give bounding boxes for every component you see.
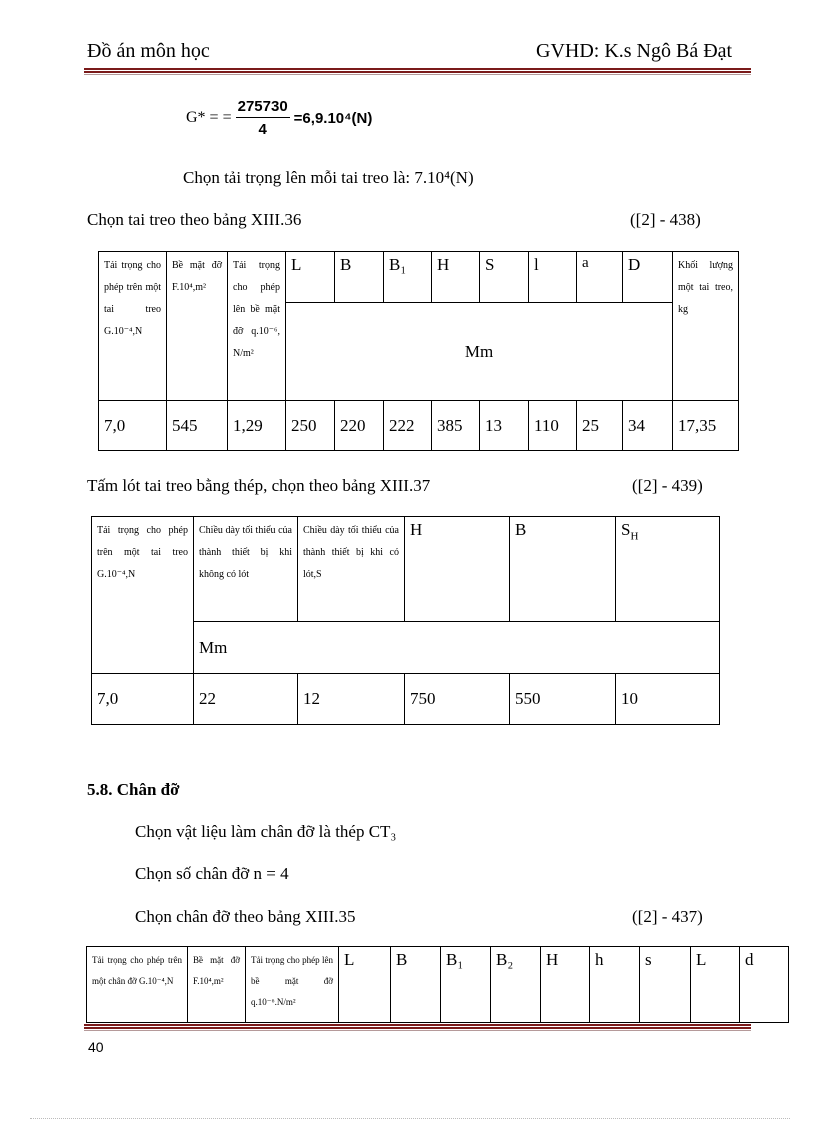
- header-dim: L: [339, 947, 391, 1023]
- header-load: Tải trọng cho phép trên một tai treo G.10⁻⁴,N: [92, 517, 194, 674]
- unit-label: Mm: [194, 622, 720, 674]
- header-surface: Bề mặt đỡ F.10⁴,m²: [188, 947, 246, 1023]
- header-load-surface: Tải trọng cho phép lên bề mặt đỡ q.10⁻⁶.N/m²: [246, 947, 339, 1023]
- header-rule: [84, 71, 751, 73]
- header-dim: d: [740, 947, 789, 1023]
- table-cell: 550: [510, 674, 616, 725]
- header-load-surface: Tải trọng cho phép lên bề mặt đỡ q.10⁻⁶, N/m²: [228, 252, 286, 401]
- support-table: [86, 946, 789, 1023]
- paragraph-load-per-lug: Chọn tải trọng lên mỗi tai treo là: 7.10⁴(N): [183, 168, 474, 187]
- unit-label: Mm: [286, 303, 673, 401]
- header-dim: H: [432, 252, 480, 303]
- formula-numerator: 275730: [236, 98, 290, 118]
- table-cell: 545: [167, 401, 228, 451]
- header-dim: H: [405, 517, 510, 622]
- header-dim: a: [577, 252, 623, 303]
- formula-fraction: [236, 98, 290, 138]
- header-dim: B₁: [441, 947, 491, 1023]
- header-dim: B: [335, 252, 384, 303]
- header-dim: l: [529, 252, 577, 303]
- header-dim: L: [286, 252, 335, 303]
- header-rule: [84, 74, 751, 75]
- paragraph-count: Chọn số chân đỡ n = 4: [135, 864, 289, 883]
- header-dim: s: [640, 947, 691, 1023]
- table-cell: 13: [480, 401, 529, 451]
- header-dim: B₂: [491, 947, 541, 1023]
- table-cell: 220: [335, 401, 384, 451]
- formula-denominator: 4: [258, 121, 267, 138]
- header-load: Tải trọng cho phép trên một tai treo G.10⁻⁴,N: [99, 252, 167, 401]
- footer-rule: [84, 1030, 751, 1031]
- header-thickness-no-pad: Chiều dày tối thiểu của thành thiết bị khi không có lót: [194, 517, 298, 622]
- header-dim-s-sub: H: [630, 530, 639, 543]
- header-dim-s: S: [621, 520, 631, 539]
- table-cell: 10: [616, 674, 720, 725]
- table-cell: 250: [286, 401, 335, 451]
- paragraph-pad: Tấm lót tai treo bằng thép, chọn theo bảng XIII.37: [87, 476, 431, 495]
- header-course: Đồ án môn học: [87, 40, 210, 62]
- header-surface: Bề mặt đỡ F.10⁴,m²: [167, 252, 228, 401]
- header-rule: [84, 68, 751, 70]
- header-dim: B: [391, 947, 441, 1023]
- reference-439: ([2] - 439): [632, 476, 703, 495]
- paragraph-choose-support: Chọn chân đỡ theo bảng XIII.35: [135, 907, 356, 926]
- paragraph-choose-lug: Chọn tai treo theo bảng XIII.36: [87, 210, 302, 229]
- formula-rhs: =6,9.10⁴(N): [293, 109, 373, 127]
- table-cell: 17,35: [673, 401, 739, 451]
- table-cell: 25: [577, 401, 623, 451]
- header-mass: Khối lượng một tai treo, kg: [673, 252, 739, 401]
- header-dim: S: [480, 252, 529, 303]
- reference-438: ([2] - 438): [630, 210, 701, 229]
- table-cell: 385: [432, 401, 480, 451]
- table-cell: 7,0: [92, 674, 194, 725]
- header-load: Tải trọng cho phép trên một chân đỡ G.10⁻⁴,N: [87, 947, 188, 1023]
- header-advisor: GVHD: K.s Ngô Bá Đạt: [536, 40, 733, 62]
- header-dim: L: [691, 947, 740, 1023]
- header-dim: h: [590, 947, 640, 1023]
- table-cell: 12: [298, 674, 405, 725]
- page-number: 40: [88, 1039, 104, 1055]
- header-dim: B: [510, 517, 616, 622]
- reference-437: ([2] - 437): [632, 907, 703, 926]
- header-dim: D: [623, 252, 673, 303]
- table-cell: 22: [194, 674, 298, 725]
- header-thickness-with-pad: Chiều dày tối thiểu của thành thiết bị khi có lót,S: [298, 517, 405, 622]
- lug-table: [98, 251, 739, 451]
- page-edge: [30, 1118, 790, 1119]
- header-dim: H: [541, 947, 590, 1023]
- footer-rule: [84, 1027, 751, 1029]
- formula-g-star: [186, 98, 372, 138]
- table-cell: 750: [405, 674, 510, 725]
- table-cell: 1,29: [228, 401, 286, 451]
- formula-lhs: G* = =: [186, 109, 232, 126]
- table-cell: 34: [623, 401, 673, 451]
- section-heading: 5.8. Chân đỡ: [87, 780, 180, 799]
- header-dim: [616, 517, 720, 622]
- table-cell: 7,0: [99, 401, 167, 451]
- paragraph-material: Chọn vật liệu làm chân đỡ là thép CT₃: [135, 822, 397, 841]
- header-dim: B₁: [384, 252, 432, 303]
- footer-rule: [84, 1024, 751, 1026]
- table-cell: 222: [384, 401, 432, 451]
- pad-table: [91, 516, 720, 725]
- table-cell: 110: [529, 401, 577, 451]
